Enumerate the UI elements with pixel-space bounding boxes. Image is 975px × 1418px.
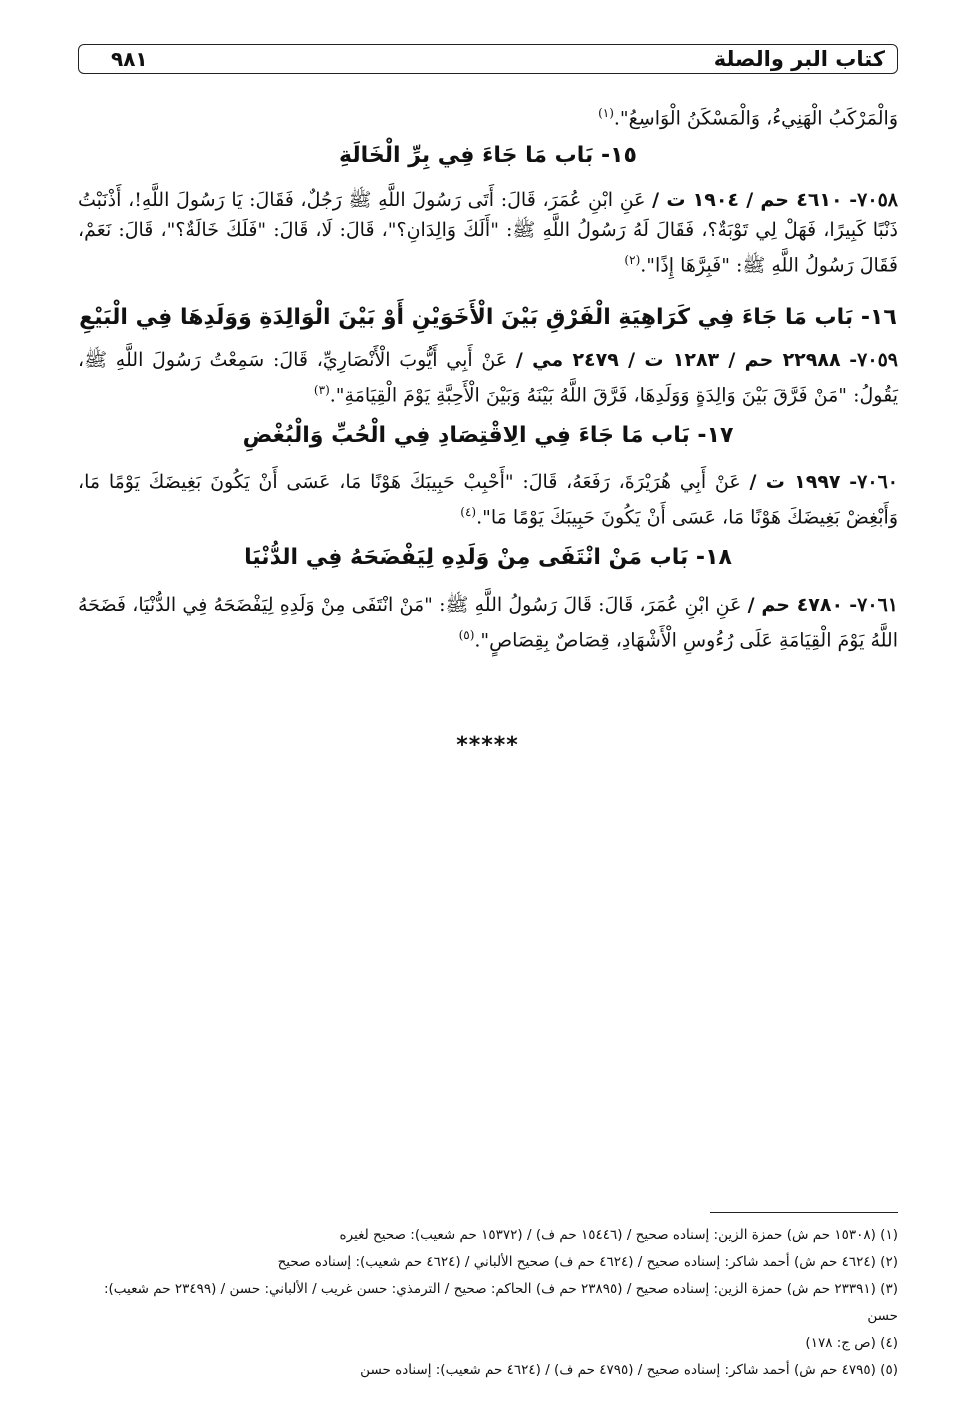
hadith-text: عَنِ ابْنِ عُمَرَ، قَالَ: قَالَ رَسُولُ اللَّهِ ﷺ: "مَنْ انْتَفَى مِنْ وَلَدِهِ لِيَفْضَحَهُ فِي الدُّنْيَا، فَضَحَهُ اللَّهُ يَوْمَ الْقِيَامَةِ عَلَى رُءُوسِ الْأَشْهَادِ، قِصَاصٌ بِقِصَاصٍ". <box>78 594 898 652</box>
section-separator: ***** <box>456 733 519 758</box>
hadith-entry <box>78 467 898 532</box>
section-heading: ١٦- بَاب مَا جَاءَ فِي كَرَاهِيَةِ الْفَرْقِ بَيْنَ الْأَخَوَيْنِ أَوْ بَيْنَ الْوَالِدَةِ وَوَلَدِهَا فِي الْبَيْعِ <box>79 305 897 330</box>
intro-line <box>78 98 898 133</box>
hadith-number: ٧٠٥٨- <box>849 189 898 211</box>
page-number: ٩٨١ <box>111 47 148 71</box>
section-heading: ١٥- بَاب مَا جَاءَ فِي بِرِّ الْخَالَةِ <box>339 143 637 168</box>
hadith-entry <box>78 185 898 280</box>
page-header <box>78 44 898 74</box>
footnote: (٣) (٢٣٣٩١ حم ش) حمزة الزين: إسناده صحيح / (٢٣٨٩٥ حم ف) الحاكم: صحيح / الترمذي: حسن غريب / الألباني: حسن / (٢٣٤٩٩ حم شعيب): حسن <box>103 1281 898 1324</box>
hadith-refs: ١٩٩٧ ت / <box>749 471 841 493</box>
footnote: (٢) (٤٦٢٤ حم ش) أحمد شاكر: إسناده صحيح / (٤٦٢٤ حم ف) صحيح الألباني / (٤٦٢٤ حم شعيب): إسناده صحيح <box>277 1254 898 1270</box>
hadith-refs: ٤٧٨٠ حم / <box>747 594 844 616</box>
hadith-number: ٧٠٦١- <box>849 594 898 616</box>
book-title: كتاب البر والصلة <box>713 47 885 71</box>
hadith-number: ٧٠٦٠- <box>849 471 898 493</box>
footnote-ref: (٥) <box>458 628 475 642</box>
hadith-text: عَنِ ابْنِ عُمَرَ، قَالَ: أَتَى رَسُولَ اللَّهِ ﷺ رَجُلٌ، فَقَالَ: يَا رَسُولَ اللَّهِ!، أَذْنَبْتُ ذَنْبًا كَبِيرًا، فَهَلْ لِي تَوْبَةٌ؟، فَقَالَ لَهُ رَسُولُ اللَّهِ ﷺ: "أَلَكَ وَالِدَانِ؟"، قَالَ: لَا، قَالَ: "فَلَكَ خَالَةٌ؟"، قَالَ: نَعَمْ، فَقَالَ رَسُولُ اللَّهِ ﷺ: "فَبِرَّهَا إِذًا". <box>78 189 898 277</box>
hadith-number: ٧٠٥٩- <box>849 349 898 371</box>
hadith-text: عَنْ أَبِي أَيُّوبَ الْأَنْصَارِيِّ، قَالَ: سَمِعْتُ رَسُولَ اللَّهِ ﷺ، يَقُولُ: "مَنْ فَرَّقَ بَيْنَ وَالِدَةٍ وَوَلَدِهَا، فَرَّقَ اللَّهُ بَيْنَهُ وَبَيْنَ الْأَحِبَّةِ يَوْمَ الْقِيَامَةِ". <box>78 349 898 407</box>
footnote-divider <box>710 1212 898 1213</box>
section-heading: ١٧- بَاب مَا جَاءَ فِي الِاقْتِصَادِ فِي الْحُبِّ وَالْبُغْضِ <box>242 423 734 448</box>
hadith-entry <box>78 590 898 655</box>
footnote-ref: (٢) <box>624 253 641 267</box>
hadith-refs: ٢٢٩٨٨ حم / ١٢٨٣ ت / ٢٤٧٩ مي / <box>515 349 841 371</box>
hadith-refs: ٤٦١٠ حم / ١٩٠٤ ت / <box>652 189 843 211</box>
intro-text: وَالْمَرْكَبُ الْهَنِيءُ، وَالْمَسْكَنُ الْوَاسِعُ". <box>613 107 898 130</box>
hadith-text: عَنْ أَبِي هُرَيْرَةَ، رَفَعَهُ، قَالَ: "أَحْبِبْ حَبِيبَكَ هَوْنًا مَا، عَسَى أَنْ يَكُونَ بَغِيضَكَ يَوْمًا مَا، وَأَبْغِضْ بَغِيضَكَ هَوْنًا مَا، عَسَى أَنْ يَكُونَ حَبِيبَكَ يَوْمًا مَا". <box>78 471 898 529</box>
footnote: (١) (١٥٣٠٨ حم ش) حمزة الزين: إسناده صحيح / (١٥٤٤٦ حم ف) / (١٥٣٧٢ حم شعيب): صحيح لغيره <box>339 1227 898 1243</box>
footnote: (٤) (ص ج: ١٧٨) <box>805 1335 898 1351</box>
footnotes <box>78 1222 898 1384</box>
footnote-ref: (٣) <box>313 383 330 397</box>
footnote: (٥) (٤٧٩٥ حم ش) أحمد شاكر: إسناده صحيح / (٤٧٩٥ حم ف) / (٤٦٢٤ حم شعيب): إسناده حسن <box>360 1362 898 1378</box>
footnote-ref: (٤) <box>460 505 477 519</box>
footnote-ref: (١) <box>598 106 614 120</box>
section-heading: ١٨- بَاب مَنْ انْتَفَى مِنْ وَلَدِهِ لِيَفْضَحَهُ فِي الدُّنْيَا <box>244 545 732 570</box>
hadith-entry <box>78 345 898 410</box>
